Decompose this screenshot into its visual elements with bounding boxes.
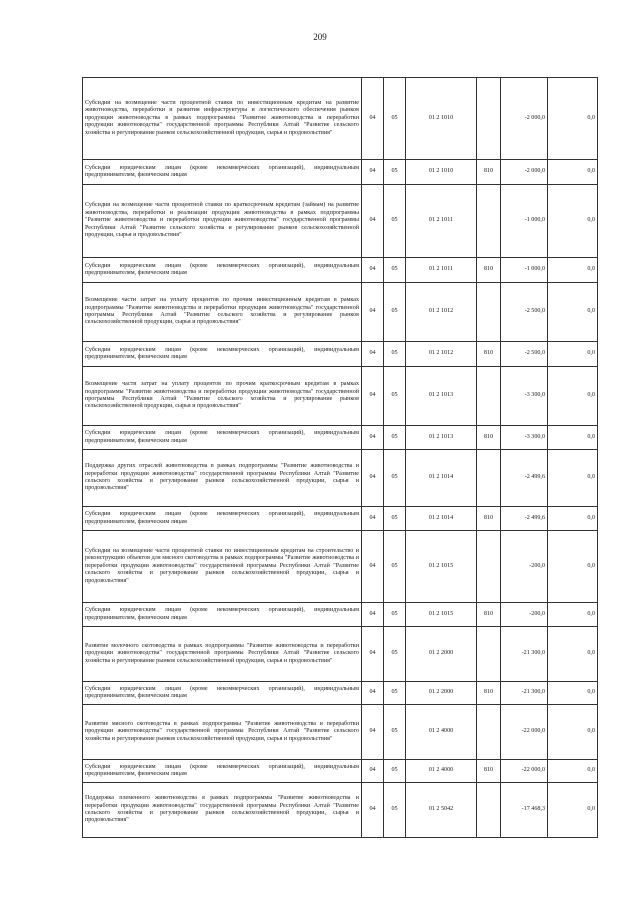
row-section: 04: [362, 783, 384, 838]
page-number: 209: [313, 32, 327, 42]
row-subsection: 05: [384, 426, 406, 450]
table-row: [83, 426, 598, 450]
table-row: [83, 507, 598, 531]
table-row: [83, 342, 598, 367]
table-row: [83, 258, 598, 283]
row-target-code: 01 2 1013: [406, 367, 477, 426]
row-expense-type: 810: [477, 258, 501, 283]
row-subsection: 05: [384, 705, 406, 760]
row-subsection: 05: [384, 160, 406, 185]
row-description: Субсидии юридическим лицам (кроме некоммерческих организаций), индивидуальным предпринимателям, физическим лицам: [83, 682, 362, 705]
row-amount-2: 0,0: [548, 78, 598, 160]
row-amount: -1 000,0: [501, 258, 548, 283]
row-target-code: 01 2 1011: [406, 185, 477, 258]
row-subsection: 05: [384, 627, 406, 682]
row-amount-2: 0,0: [548, 426, 598, 450]
row-amount: -22 000,0: [501, 760, 548, 783]
row-amount: -17 468,3: [501, 783, 548, 838]
row-subsection: 05: [384, 342, 406, 367]
row-amount-2: 0,0: [548, 258, 598, 283]
row-amount: -21 300,0: [501, 627, 548, 682]
table-row: [83, 160, 598, 185]
row-expense-type: [477, 367, 501, 426]
row-section: 04: [362, 603, 384, 627]
row-description: Субсидии юридическим лицам (кроме некоммерческих организаций), индивидуальным предпринимателям, физическим лицам: [83, 760, 362, 783]
row-subsection: 05: [384, 367, 406, 426]
row-amount-2: 0,0: [548, 603, 598, 627]
row-description: Возмещение части затрат на уплату процентов по прочим краткосрочным кредитам в рамках подпрограммы "Развитие животноводства и переработки продукции животноводства" государственной программы Республики Алтай "Развитие сельского хозяйства и регулирование рынков сельскохозяйственной продукции, сырья и продовольствия": [83, 367, 362, 426]
row-target-code: 01 2 4000: [406, 705, 477, 760]
row-section: 04: [362, 258, 384, 283]
row-amount: -2 500,0: [501, 342, 548, 367]
row-section: 04: [362, 160, 384, 185]
budget-table: [82, 77, 598, 838]
row-amount: -1 000,0: [501, 185, 548, 258]
row-amount: -200,0: [501, 603, 548, 627]
row-section: 04: [362, 760, 384, 783]
row-amount: -22 000,0: [501, 705, 548, 760]
row-amount: -2 500,0: [501, 283, 548, 342]
row-amount-2: 0,0: [548, 627, 598, 682]
row-description: Развитие молочного скотоводства в рамках подпрограммы "Развитие животноводства и переработки продукции животноводства" государственной программы Республики Алтай "Развитие сельского хозяйства и регулирование рынков сельскохозяйственной продукции, сырья и продовольствия": [83, 627, 362, 682]
row-expense-type: [477, 450, 501, 507]
row-subsection: 05: [384, 783, 406, 838]
row-amount: -2 499,6: [501, 450, 548, 507]
table-row: [83, 283, 598, 342]
row-amount-2: 0,0: [548, 450, 598, 507]
row-expense-type: [477, 185, 501, 258]
table-row: [83, 760, 598, 783]
row-section: 04: [362, 426, 384, 450]
row-target-code: 01 2 1012: [406, 342, 477, 367]
row-amount-2: 0,0: [548, 682, 598, 705]
row-target-code: 01 2 1010: [406, 160, 477, 185]
row-description: Субсидии юридическим лицам (кроме некоммерческих организаций), индивидуальным предпринимателям, физическим лицам: [83, 160, 362, 185]
row-section: 04: [362, 531, 384, 603]
table-row: [83, 367, 598, 426]
row-target-code: 01 2 2000: [406, 682, 477, 705]
row-section: 04: [362, 705, 384, 760]
row-amount: -2 000,0: [501, 160, 548, 185]
row-subsection: 05: [384, 450, 406, 507]
row-amount-2: 0,0: [548, 783, 598, 838]
row-amount: -3 300,0: [501, 426, 548, 450]
row-target-code: 01 2 1015: [406, 603, 477, 627]
row-section: 04: [362, 78, 384, 160]
row-description: Возмещение части затрат на уплату процентов по прочим инвестиционным кредитам в рамках подпрограммы "Развитие животноводства и переработки продукции животноводства" государственной программы Республики Алтай "Развитие сельского хозяйства и регулирование рынков сельскохозяйственной продукции, сырья и продовольствия": [83, 283, 362, 342]
row-description: Субсидии юридическим лицам (кроме некоммерческих организаций), индивидуальным предпринимателям, физическим лицам: [83, 342, 362, 367]
row-subsection: 05: [384, 760, 406, 783]
row-description: Субсидии на возмещение части процентной ставки по краткосрочным кредитам (займам) на развитие животноводства, переработки и реализации продукции животноводства в рамках подпрограммы "Развитие животноводства и переработки продукции животноводства" государственной программы Республики Алтай "Развитие сельского хозяйства и регулирование рынков сельскохозяйственной продукции, сырья и продовольствия": [83, 185, 362, 258]
row-amount: -200,0: [501, 531, 548, 603]
row-description: Субсидии на возмещение части процентной ставки по инвестиционным кредитам на развитие животноводства, переработки и развития инфраструктуры и логистического обеспечения рынков продукции животноводства в рамках подпрограммы "Развитие животноводства и переработки продукции животноводства" государственной программы Республики Алтай "Развитие сельского хозяйства и регулирование рынков сельскохозяйственной продукции, сырья и продовольствия": [83, 78, 362, 160]
table-row: [83, 783, 598, 838]
row-amount-2: 0,0: [548, 531, 598, 603]
row-target-code: 01 2 1010: [406, 78, 477, 160]
row-expense-type: 810: [477, 507, 501, 531]
row-section: 04: [362, 450, 384, 507]
row-expense-type: 810: [477, 682, 501, 705]
row-expense-type: [477, 627, 501, 682]
table-row: [83, 185, 598, 258]
row-description: Поддержка племенного животноводства в рамках подпрограммы "Развитие животноводства и переработки продукции животноводства" государственной программы Республики Алтай "Развитие сельского хозяйства и регулирование рынков сельскохозяйственной продукции, сырья и продовольствия": [83, 783, 362, 838]
table-row: [83, 603, 598, 627]
table-row: [83, 450, 598, 507]
table-row: [83, 627, 598, 682]
row-amount: -2 000,0: [501, 78, 548, 160]
row-subsection: 05: [384, 78, 406, 160]
row-amount-2: 0,0: [548, 342, 598, 367]
row-section: 04: [362, 283, 384, 342]
row-target-code: 01 2 1015: [406, 531, 477, 603]
row-target-code: 01 2 5042: [406, 783, 477, 838]
row-section: 04: [362, 627, 384, 682]
row-expense-type: 810: [477, 603, 501, 627]
row-description: Субсидии юридическим лицам (кроме некоммерческих организаций), индивидуальным предпринимателям, физическим лицам: [83, 258, 362, 283]
row-description: Субсидии юридическим лицам (кроме некоммерческих организаций), индивидуальным предпринимателям, физическим лицам: [83, 507, 362, 531]
row-section: 04: [362, 185, 384, 258]
row-target-code: 01 2 1014: [406, 450, 477, 507]
row-subsection: 05: [384, 603, 406, 627]
row-expense-type: 810: [477, 426, 501, 450]
row-target-code: 01 2 1013: [406, 426, 477, 450]
row-expense-type: [477, 783, 501, 838]
row-subsection: 05: [384, 283, 406, 342]
row-section: 04: [362, 682, 384, 705]
row-section: 04: [362, 367, 384, 426]
row-subsection: 05: [384, 258, 406, 283]
row-target-code: 01 2 1014: [406, 507, 477, 531]
row-expense-type: [477, 283, 501, 342]
row-expense-type: 810: [477, 760, 501, 783]
row-amount-2: 0,0: [548, 160, 598, 185]
row-amount-2: 0,0: [548, 760, 598, 783]
table-row: [83, 705, 598, 760]
row-amount: -2 499,6: [501, 507, 548, 531]
row-expense-type: [477, 78, 501, 160]
row-expense-type: [477, 531, 501, 603]
row-amount-2: 0,0: [548, 705, 598, 760]
row-description: Поддержка других отраслей животноводства в рамках подпрограммы "Развитие животноводства и переработки продукции животноводства" государственной программы Республики Алтай "Развитие сельского хозяйства и регулирование рынков сельскохозяйственной продукции, сырья и продовольствия": [83, 450, 362, 507]
row-target-code: 01 2 1011: [406, 258, 477, 283]
row-amount-2: 0,0: [548, 283, 598, 342]
row-section: 04: [362, 507, 384, 531]
row-expense-type: 810: [477, 160, 501, 185]
row-description: Развитие мясного скотоводства в рамках подпрограммы "Развитие животноводства и переработки продукции животноводства" государственной программы Республики Алтай "Развитие сельского хозяйства и регулирование рынков сельскохозяйственной продукции, сырья и продовольствия": [83, 705, 362, 760]
row-subsection: 05: [384, 531, 406, 603]
row-subsection: 05: [384, 185, 406, 258]
row-amount-2: 0,0: [548, 185, 598, 258]
row-section: 04: [362, 342, 384, 367]
row-subsection: 05: [384, 507, 406, 531]
row-target-code: 01 2 4000: [406, 760, 477, 783]
row-expense-type: 810: [477, 342, 501, 367]
row-amount: -3 300,0: [501, 367, 548, 426]
row-target-code: 01 2 1012: [406, 283, 477, 342]
table-row: [83, 682, 598, 705]
table-row: [83, 78, 598, 160]
row-description: Субсидии на возмещение части процентной ставки по инвестиционным кредитам на строительство и реконструкцию объектов для мясного скотоводства в рамках подпрограммы "Развитие животноводства и переработки продукции животноводства" государственной программы Республики Алтай "Развитие сельского хозяйства и регулирование рынков сельскохозяйственной продукции, сырья и продовольствия": [83, 531, 362, 603]
row-subsection: 05: [384, 682, 406, 705]
row-description: Субсидии юридическим лицам (кроме некоммерческих организаций), индивидуальным предпринимателям, физическим лицам: [83, 426, 362, 450]
row-amount: -21 300,0: [501, 682, 548, 705]
table-row: [83, 531, 598, 603]
row-description: Субсидии юридическим лицам (кроме некоммерческих организаций), индивидуальным предпринимателям, физическим лицам: [83, 603, 362, 627]
row-amount-2: 0,0: [548, 507, 598, 531]
row-amount-2: 0,0: [548, 367, 598, 426]
row-expense-type: [477, 705, 501, 760]
row-target-code: 01 2 2000: [406, 627, 477, 682]
